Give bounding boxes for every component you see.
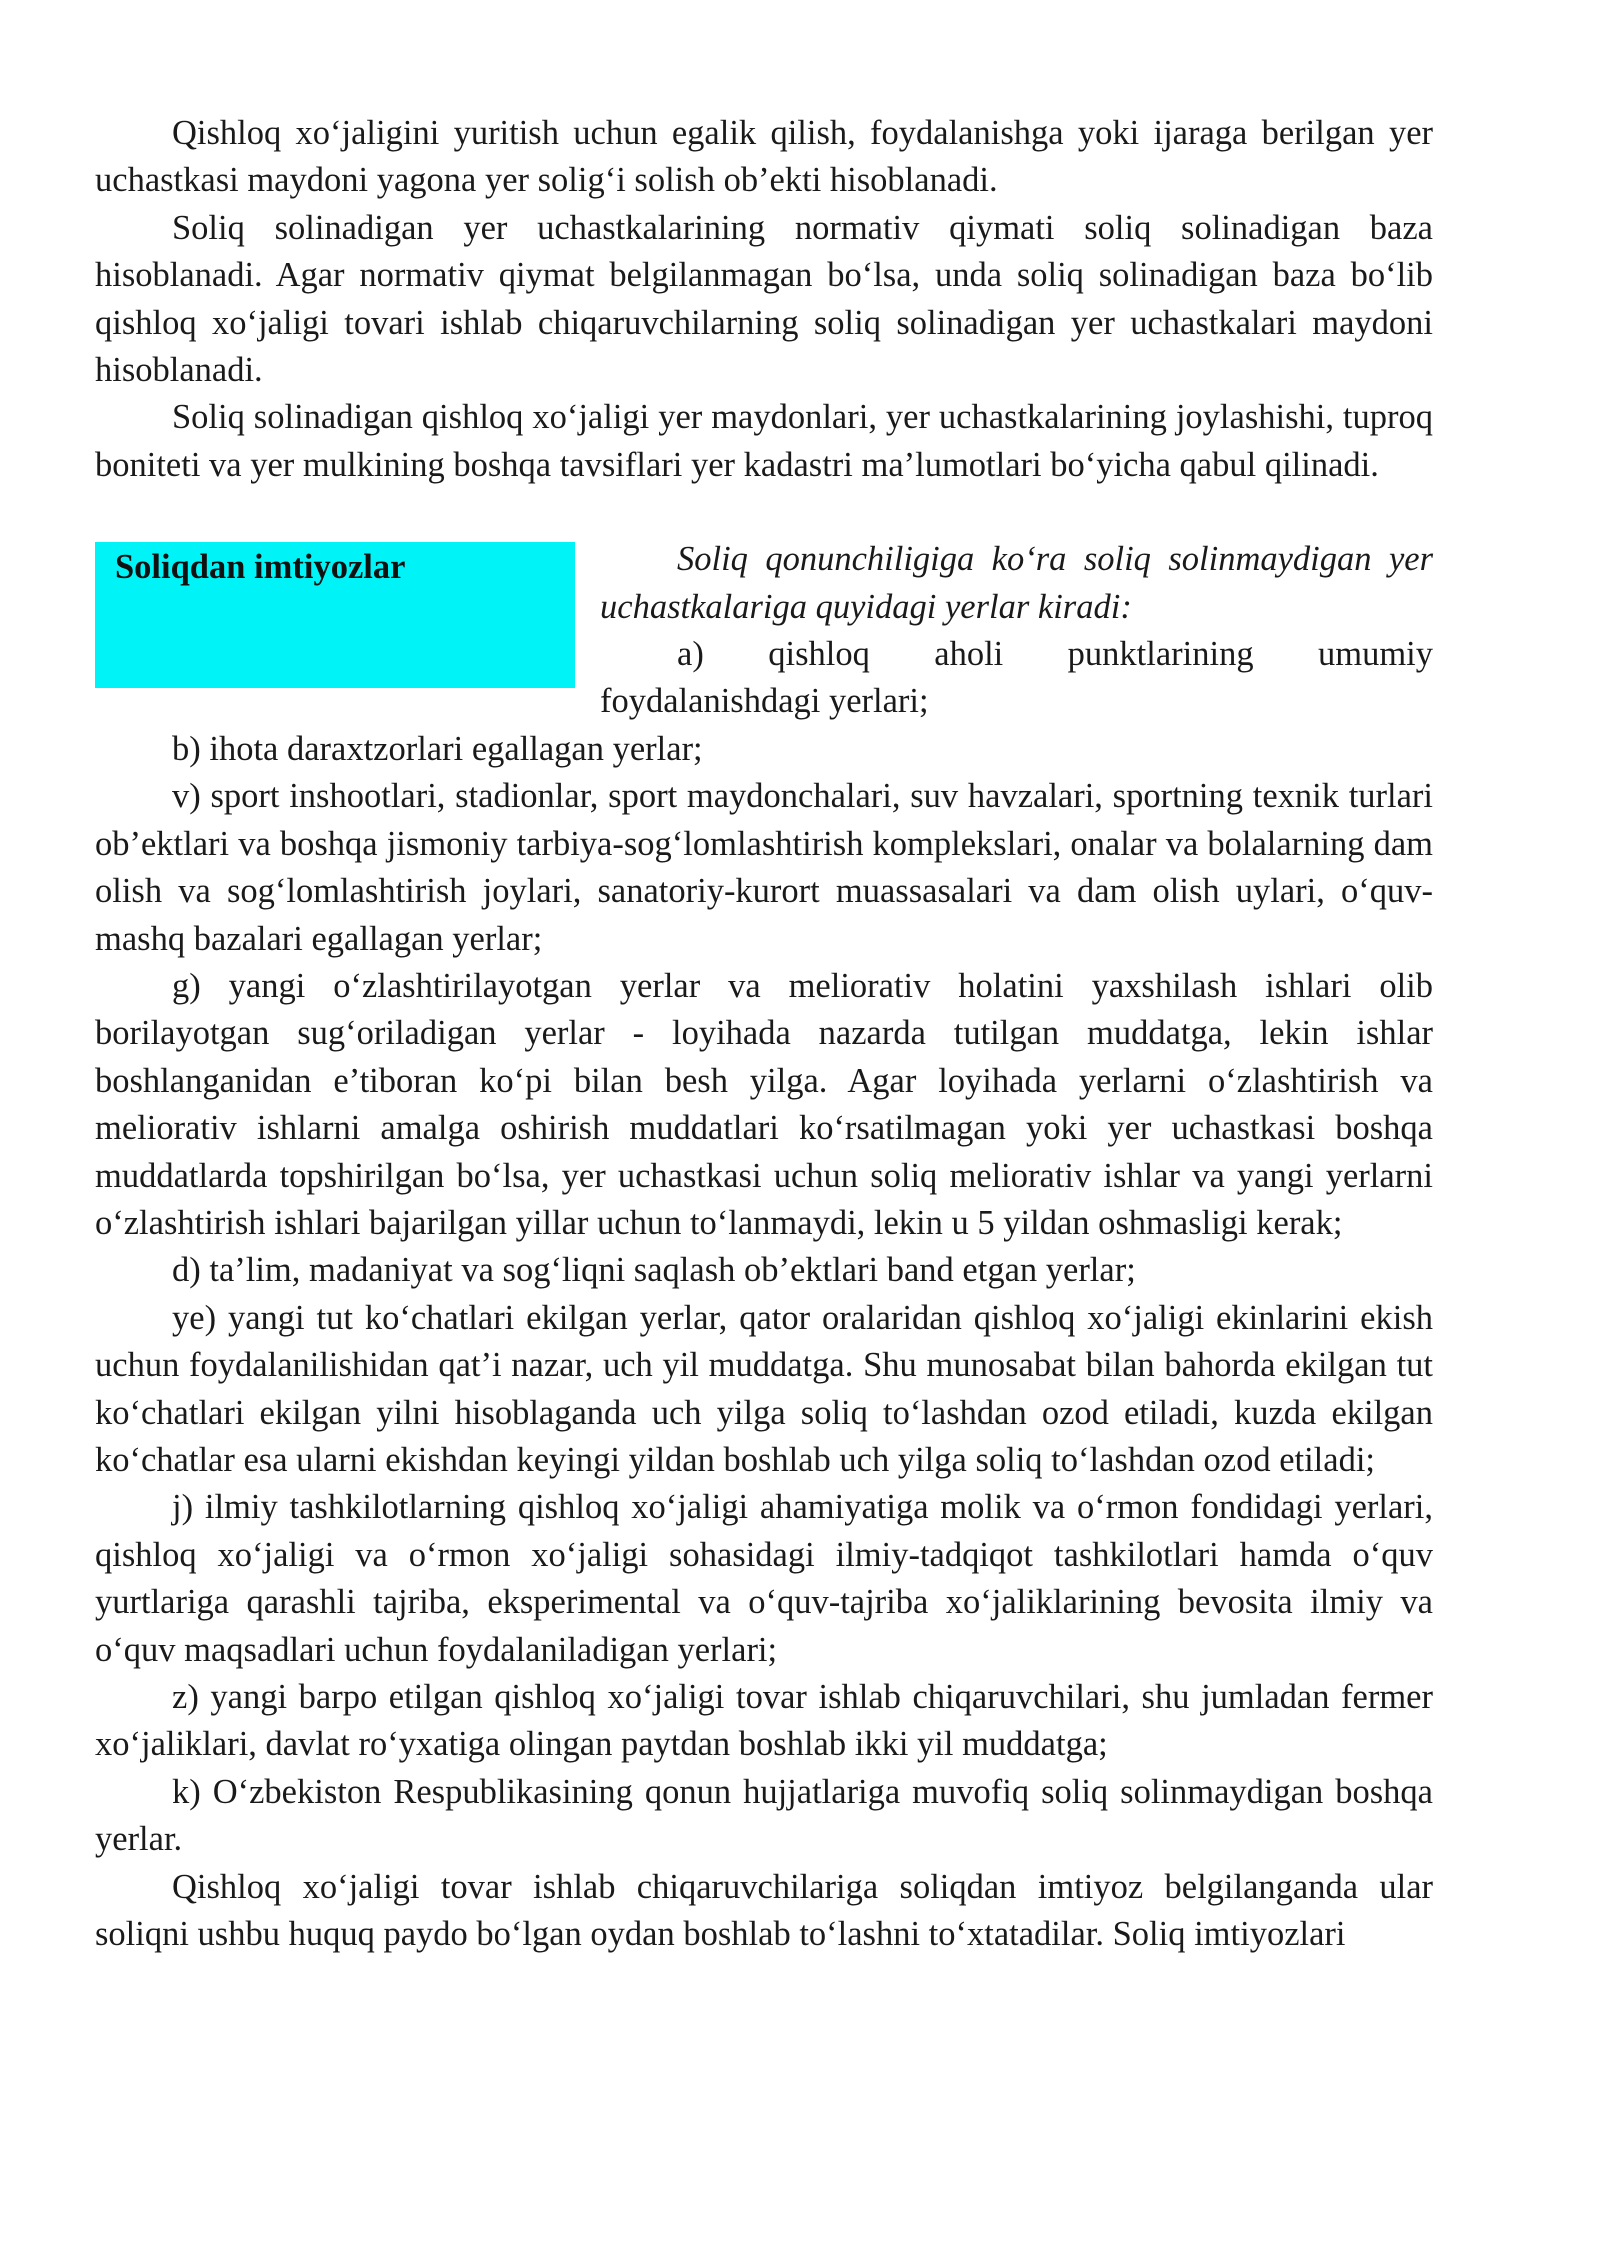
paragraph-benefit-start: Qishloq xo‘jaligi tovar ishlab chiqaruvchilariga soliqdan imtiyoz belgilanganda ular soliqni ushbu huquq paydo bo‘lgan oydan boshlab to‘lashni to‘xtatadilar. Soliq imtiyozlari bbox=[95, 1867, 1433, 1954]
section-sidebox bbox=[95, 542, 575, 688]
list-item-d: d) ta’lim, madaniyat va sog‘liqni saqlash ob’ektlari band etgan yerlar; bbox=[172, 1251, 1136, 1290]
list-item-g: g) yangi o‘zlashtirilayotgan yerlar va meliorativ holatini yaxshilash ishlari olib borilayotgan sug‘oriladigan yerlar - loyihada nazarda tutilgan muddatga, lekin ishlar boshlanganidan e’tiboran ko‘pi bilan besh yilga. Agar loyihada yerlarni o‘zlashtirish va meliorativ ishlarni amalga oshirish muddatlari ko‘rsatilmagan yoki yer uchastkasi boshqa muddatlarda topshirilgan bo‘lsa, yer uchastkasi uchun soliq meliorativ ishlar va yangi yerlarni o‘zlashtirish ishlari bajarilgan yillar uchun to‘lanmaydi, lekin u 5 yildan oshmasligi kerak; bbox=[95, 966, 1433, 1242]
list-item-z: z) yangi barpo etilgan qishloq xo‘jaligi tovar ishlab chiqaruvchilari, shu jumladan fermer xo‘jaliklari, davlat ro‘yxatiga olingan paytdan boshlab ikki yil muddatga; bbox=[95, 1678, 1433, 1764]
list-item-a: a) qishloq aholi punktlarining umumiy foydalanishdagi yerlari; bbox=[600, 635, 1433, 721]
paragraph-tax-base: Soliq solinadigan yer uchastkalarining normativ qiymati soliq solinadigan baza hisoblanadi. Agar normativ qiymat belgilanmagan bo‘lsa, unda soliq solinadigan baza bo‘lib qishloq xo‘jaligi tovari ishlab chiqaruvchilarning soliq solinadigan yer uchastkalari maydoni hisoblanadi. bbox=[95, 208, 1433, 390]
paragraph-cadastre: Soliq solinadigan qishloq xo‘jaligi yer maydonlari, yer uchastkalarining joylashishi, tuproq boniteti va yer mulkining boshqa tavsiflari yer kadastri ma’lumotlari bo‘yicha qabul qilinadi. bbox=[95, 398, 1433, 484]
list-item-k: k) O‘zbekiston Respublikasining qonun hujjatlariga muvofiq soliq solinmaydigan boshqa yerlar. bbox=[95, 1772, 1433, 1859]
list-item-ye: ye) yangi tut ko‘chatlari ekilgan yerlar, qator oralaridan qishloq xo‘jaligi ekinlarini ekish uchun foydalanilishidan qat’i nazar, uch yil muddatga. Shu munosabat bilan bahorda ekilgan tut ko‘chatlari ekilgan yilni hisoblaganda uch yilga soliq to‘lashdan ozod etiladi, kuzda ekilgan ko‘chatlar esa ularni ekishdan keyingi yildan boshlab uch yilga soliq to‘lashdan ozod etiladi; bbox=[95, 1298, 1433, 1479]
list-item-b: b) ihota daraxtzorlari egallagan yerlar; bbox=[172, 729, 703, 768]
document-page bbox=[95, 110, 1433, 1958]
exemptions-section bbox=[95, 536, 1433, 1863]
exemptions-intro: Soliq qonunchiligiga ko‘ra soliq solinmaydigan yer uchastkalariga quyidagi yerlar kiradi: bbox=[600, 540, 1433, 626]
paragraph-tax-object: Qishloq xo‘jaligini yuritish uchun egalik qilish, foydalanishga yoki ijaraga berilgan yer uchastkasi maydoni yagona yer solig‘i solish ob’ekti hisoblanadi. bbox=[95, 114, 1433, 200]
list-item-v: v) sport inshootlari, stadionlar, sport maydonchalari, suv havzalari, sportning texnik turlari ob’ektlari va boshqa jismoniy tarbiya-sog‘lomlashtirish komplekslari, onalar va bolalarning dam olish va sog‘lomlashtirish joylari, sanatoriy-kurort muassasalari va dam olish uylari, o‘quv-mashq bazalari egallagan yerlar; bbox=[95, 777, 1433, 958]
section-heading: Soliqdan imtiyozlar bbox=[115, 548, 406, 587]
list-item-j: j) ilmiy tashkilotlarning qishloq xo‘jaligi ahamiyatiga molik va o‘rmon fondidagi yerlari, qishloq xo‘jaligi va o‘rmon xo‘jaligi sohasidagi ilmiy-tadqiqot tashkilotlari hamda o‘quv yurtlariga qarashli tajriba, eksperimental va o‘quv-tajriba xo‘jaliklarining bevosita ilmiy va o‘quv maqsadlari uchun foydalaniladigan yerlari; bbox=[95, 1488, 1433, 1669]
